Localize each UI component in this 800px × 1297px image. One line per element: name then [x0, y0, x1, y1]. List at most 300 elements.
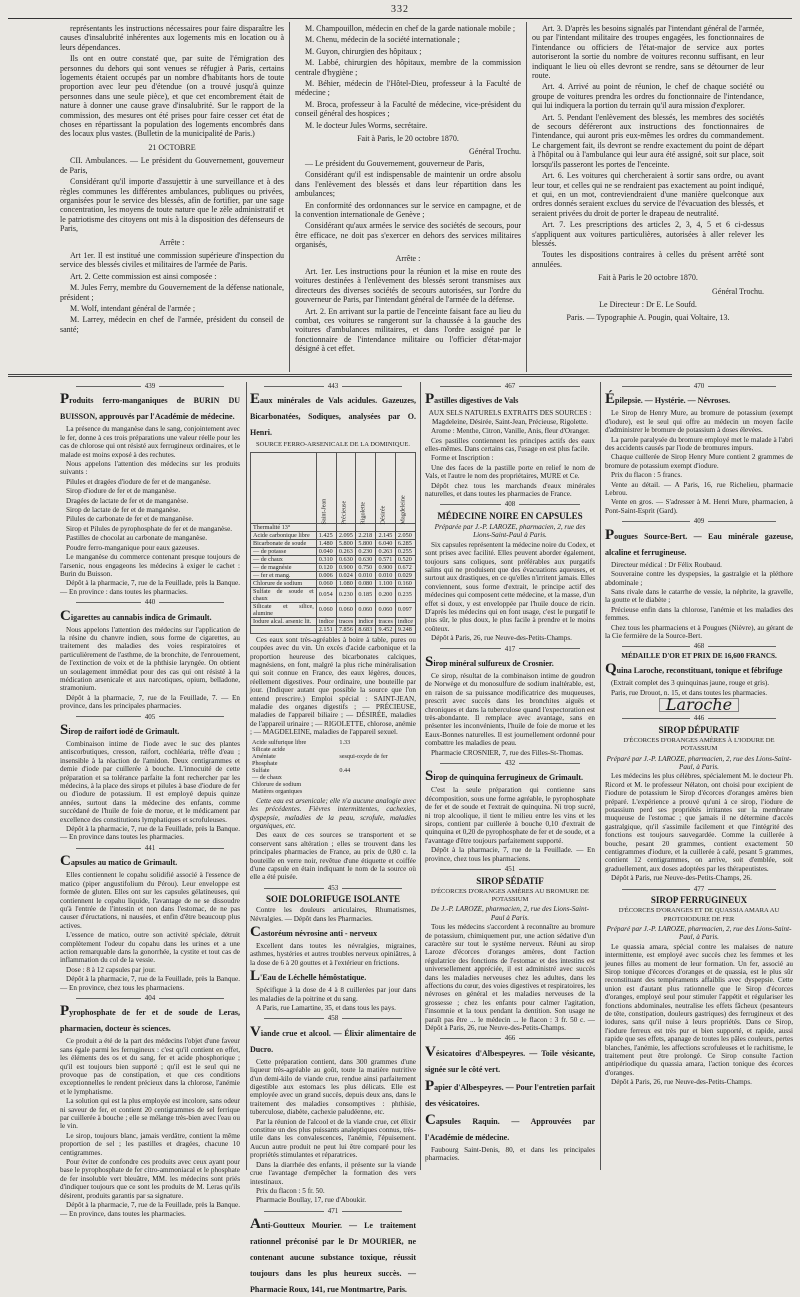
ad-title: [425, 1113, 595, 1145]
ad-paragraph: Nous appelons l'attention des médecins sur les produits suivants :: [60, 460, 240, 477]
ad-paragraph: Par la réunion de l'alcool et de la viande crue, cet élixir constitue un des plus puissants analeptiques connus, très-utile dans les convalescences, l'anémie, l'épuisement. Aucun autre produit ne peut lui être comparé pour les propriétés stimulantes et réparatrices.: [250, 1117, 416, 1160]
ad-title-initial: C: [60, 607, 71, 624]
table-row: [250, 767, 416, 774]
ad-title: [605, 528, 793, 560]
ad-paragraph: Ces eaux sont très-agréables à boire à table, pures ou coupées avec du vin. Un excès d'acide carbonique et la proportion heureuse des bicarbonates calciques, magnésiens, en font, malgré la plus riche minéralisation qui soit connue en France, des eaux légères, douces, réellement digestives. Pour ordinaire, une bouteille par jour. (Indiquer autant que possible la source que l'on entend prescrire.) Emploi spécial : SAINT-JEAN, maladie des organes digestifs ; — PRÉCIEUSE, maladies de l'appareil biliaire ; — DÉSIRÉE, maladies de l'appareil urinaire ; — RIGOLETTE, chlorose, anémie ; — MAGDELEINE, maladies de l'appareil sexuel.: [250, 635, 416, 737]
paragraph: Toutes les dispositions contraires à celles du présent arrêté sont annulées.: [532, 250, 764, 269]
table-row: [251, 602, 416, 617]
table-header-cell: [395, 452, 415, 523]
table-row: [251, 571, 416, 579]
table-cell: 0.185: [356, 587, 376, 602]
ad-title-text: uina Laroche, reconstituant, tonique et fébrifuge: [616, 666, 783, 676]
table-cell: 8.683: [356, 625, 376, 633]
paragraph: Art. 2. Cette commission est ainsi composée :: [70, 271, 217, 281]
table-cell: [395, 523, 415, 531]
table-header-row: [251, 452, 416, 523]
table-cell: [337, 774, 416, 781]
table-header-label: Désirée: [379, 505, 387, 525]
table-cell: [337, 781, 416, 788]
paragraph: Le Directeur : Dr E. Le Soufd.: [599, 299, 697, 309]
ad-paragraph: Arome : Menthe, Citron, Vanille, Anis, fleur d'Oranger.: [431, 427, 590, 436]
table-row: [251, 579, 416, 587]
ad-paragraph: La présence du manganèse dans le sang, conjointement avec le fer, donne à ces trois préparations une valeur réelle pour les cas de chlorose qui ont résisté aux ferrugineux ordinaires, et le malade est moins exposé à des rechutes.: [60, 425, 240, 459]
table-cell: Acide carbonique libre: [251, 531, 317, 539]
table-cell: 0.263: [336, 547, 355, 555]
table-cell: 0.120: [316, 563, 336, 571]
ad-number: 468: [605, 642, 793, 650]
paragraph: M. Wolf, intendant général de l'armée ;: [70, 303, 196, 313]
ad-paragraph: Poudre ferro-manganique pour eaux gazeuses.: [66, 543, 200, 552]
ad-paragraph: Dépôt à la pharmacie, 7, rue de la Feuillade, 7. — En province, dans les principales pharmacies.: [60, 693, 240, 711]
medal-line: MÉDAILLE D'OR ET PRIX DE 16,600 FRANCS.: [621, 651, 777, 660]
ad-paragraph: Dans la diarrhée des enfants, il présente sur la viande crue l'avantage d'empêcher la formation des vers intestinaux.: [250, 1160, 416, 1186]
table-header-label: Rigolette: [359, 501, 367, 525]
table-cell: 0.010: [356, 571, 376, 579]
table-cell: 0.230: [336, 587, 355, 602]
table-cell: 0.024: [336, 571, 355, 579]
ad-paragraph: Prix du flacon : 5 francs.: [611, 471, 683, 480]
ad-title-text: ésicatoires d'Albespeyres. — Toile vésicante, signée sur le côté vert.: [425, 1048, 595, 1074]
table-cell: Acide sulfurique libre: [252, 738, 307, 746]
table-cell: 2.145: [376, 531, 395, 539]
table-cell: [376, 523, 395, 531]
table-cell: Sulfate: [252, 766, 270, 774]
paragraph: représentants les instructions nécessaires pour faire disparaître les causes d'insalubrité inhérentes aux logements mis en location ou à leurs dépendances.: [60, 24, 284, 52]
ad-number: 417: [425, 645, 595, 653]
ad-paragraph: Pharmacie Boullay, 17, rue d'Aboukir.: [256, 1196, 367, 1205]
ad-number: 408: [425, 500, 595, 508]
table-cell: [251, 625, 317, 633]
ad-number: 466: [425, 1034, 595, 1042]
ad-title: [60, 392, 240, 424]
ad-paragraph: Dragées de lactate de fer et de manganèse.: [66, 496, 189, 505]
table-row: [251, 587, 416, 602]
ad-paragraph: Sirop et Pilules de pyrophosphate de fer et de manganèse.: [66, 524, 233, 533]
ad-title: [605, 392, 793, 408]
paragraph: Arrête :: [395, 253, 421, 263]
column-divider: [600, 382, 601, 1170]
paragraph: Arrête :: [159, 237, 185, 247]
table-cell: 0.040: [316, 547, 336, 555]
paragraph: Art. 1er. Les instructions pour la réunion et la mise en route des voitures destinées à l'enlèvement des blessés seront transmises aux directeurs des diverses sociétés de secours autorisées, sur l'ordre du gouverneur de Paris, par l'intendant général de l'armée de la défense.: [295, 266, 521, 305]
paragraph: Ils ont en outre constaté que, par suite de l'émigration des personnes du dehors qui sont venues se réfugier à Paris, certains logements étaient occupés par un nombre d'habitants hors de toute proportion avec leur peu d'étendue (on a trouvé jusqu'à quinze personnes dans une seule pièce), et que cet encombrement était de nature à donner une cause grave d'insalubrité. Sur le rapport de la commission, des mesures ont été prises pour faire cesser cet état de choses en répartissant la population des logements encombrés dans des locaux plus vastes. (Bulletin de la municipalité de Paris.): [60, 54, 284, 139]
ad-paragraph: Pastilles de chocolat au carbonate de manganèse.: [66, 534, 208, 543]
ad-subheading: D'ÉCORCES D'ORANGES AMÈRES AU BROMURE DE POTASSIUM: [431, 887, 589, 903]
table-cell: 0.44: [339, 766, 351, 774]
ad-title: [250, 969, 416, 985]
table-header-cell: [356, 452, 376, 523]
ad-paragraph: L'essence de matico, outre son activité spéciale, détruit complètement l'odeur du copahu dans les urines et a une action remarquable dans la gonorrhée, la cystite et tout cas de inflammation du col de la vessie.: [60, 931, 240, 965]
ad-title-initial: P: [605, 526, 615, 543]
ad-paragraph: Dépôt à la pharmacie, 7, rue de la Feuillade, près la Banque. — En province, chez tous les pharmaciens.: [60, 975, 240, 992]
ad-title: MÉDECINE NOIRE EN CAPSULES: [437, 510, 583, 521]
table-header-label: Magdeleine: [399, 495, 407, 525]
paragraph: Général Trochu.: [712, 286, 764, 296]
table-cell: 0.010: [376, 571, 395, 579]
ad-paragraph: Directeur médical : Dr Félix Roubaud.: [611, 560, 722, 569]
column-divider: [289, 22, 290, 372]
ad-paragraph: Six capsules représentent la médecine noire du Codex, et sont prises avec facilité. Elles peuvent aborder également, toujours sans coliques, sont préférables aux purgatifs salins qui ne produisent que des évacuations aqueuses, et surtout aux drastiques, en ce qu'elles n'irritent jamais. Elles conviennent, sous forme d'extrait, le principe actif des médecines qui composent cette médecine, et la masse, d'un effet si doux, y est enveloppée par l'huile douce de ricin. D'après les médecins qui en font usage, c'est le purgatif le plus sûr, le plus doux, le plus facile à prendre et le moins coûteux.: [425, 540, 595, 633]
table-row: [251, 555, 416, 563]
ad-paragraph: Forme et Inscription :: [431, 454, 494, 463]
ad-title-initial: C: [60, 853, 71, 870]
ad-number: 470: [605, 382, 793, 390]
ad-title: SOIE DOLORIFUGE ISOLANTE: [265, 894, 401, 905]
table-cell: 0.255: [395, 547, 415, 555]
table-cell: — de chaux: [251, 555, 317, 563]
ad-title-text: igarettes au cannabis indica de Grimault.: [70, 612, 212, 622]
paragraph: Considérant qu'aux armées le service des sociétés de secours, pour être efficace, ne doit pas s'exercer en dehors des services militaires organisés,: [295, 221, 521, 250]
table-cell: Bicarbonate de soude: [251, 539, 317, 547]
paragraph: Considérant qu'il importe d'assujettir à une surveillance et à des règles communes les différentes ambulances, publiques ou privées, organisées pour le service des blessés, afin de fortifier, par une sage concentration, les moyens de toute nature que le zèle administratif et le patriotisme des citoyens ont mis à la disposition des défenseurs de Paris,: [60, 177, 284, 234]
paragraph: Général Trochu.: [469, 147, 521, 157]
ad-paragraph: A Paris, rue Lamartine, 35, et dans tous les pays.: [256, 1004, 396, 1012]
table-cell: 0.160: [395, 579, 415, 587]
advertisement-column-1: [60, 380, 240, 1218]
advertisement-column-2: [250, 380, 416, 1295]
table-cell: — de potasse: [251, 547, 317, 555]
table-row: [251, 523, 416, 531]
ad-title-text: roduits ferro-manganiques de BURIN DU BUISSON, approuvés par l'Académie de médecine.: [60, 396, 240, 422]
ad-paragraph: Dépôt à la pharmacie, 7, rue de la Feuillade, près la Banque. — En province, dans toutes les pharmacies.: [60, 1201, 240, 1218]
ad-title: [250, 1025, 416, 1057]
paragraph: Art. 2. En arrivant sur la partie de l'enceinte faisant face au lieu du combat, ces voitures se rangeront sur la chaussée à la gauche des voitures d'ambulances militaires, et dans l'ordre assigné par le fonctionnaire de l'intendance militaire ou l'officier d'état-major désigné à cet effet.: [295, 306, 521, 354]
ad-paragraph: Dépôt à Paris, 26, rue Neuve-des-Petits-Champs.: [611, 1078, 752, 1087]
ad-title-text: apier d'Albespeyres. — Pour l'entretien parfait des vésicatoires.: [425, 1082, 595, 1108]
ad-title-initial: S: [425, 653, 434, 670]
table-header-cell: [336, 452, 355, 523]
table-cell: 0.235: [395, 587, 415, 602]
ad-title: [60, 1004, 240, 1036]
table-row: [250, 746, 416, 753]
ad-title: SIROP SÉDATIF: [476, 875, 544, 886]
ad-title-text: irop minéral sulfureux de Crosnier.: [433, 658, 554, 668]
ad-paragraph: La parole paralysée du bromure employé met le malade à l'abri des accidents causés par l'iode de bromures impurs.: [605, 435, 793, 453]
page-number: 332: [391, 4, 409, 15]
ad-paragraph: Contre les douleurs articulaires, Rhumatismes, Névralgies. — Dépôt dans les Pharmacies.: [250, 906, 416, 923]
signature-mark: Laroche: [659, 698, 739, 712]
mineral-analysis-table: [250, 452, 416, 634]
table-row: [251, 531, 416, 539]
table-cell: Sulfate de soude et chaux: [251, 587, 317, 602]
table-cell: 0.263: [376, 547, 395, 555]
column-divider: [526, 22, 527, 372]
ad-paragraph: Dépôt à Paris, 26, rue Neuve-des-Petits-Champs.: [431, 634, 572, 643]
ad-number: 451: [425, 865, 595, 873]
ad-title-text: iande crue et alcool. — Élixir alimentaire de Ducro.: [250, 1028, 416, 1054]
ad-paragraph: Ce sirop, résultat de la combinaison intime de goudron de Norwège et du monosulfure de sodium inaltérable, est, en raison de sa puissance modificatrice des muqueuses, prescrit avec succès dans les bronchites aiguës et chroniques et dans la tuberculose quand l'expectoration est très-abondante. Il remplace avec avantage, sans en présenter les inconvénients, l'huile de foie de morue et les Eaux-Bonnes naturelles. Il est journellement ordonné pour combattre les maladies de peau.: [425, 671, 595, 748]
table-cell: 0.060: [356, 602, 376, 617]
table-row: [250, 774, 416, 781]
ad-title: [425, 1045, 595, 1077]
advertisement-column-3: [425, 380, 595, 1172]
table-row: [250, 753, 416, 760]
ad-paragraph: La solution qui est la plus employée est incolore, sans odeur ni saveur de fer, et contient 20 centigrammes de sel ferrique par cuillerée à bouche ; elle se mélange très-bien avec l'eau ou le vin.: [60, 1097, 240, 1131]
ad-paragraph: Pilules de carbonate de fer et de manganèse.: [66, 515, 194, 524]
header-rule: [8, 18, 792, 19]
ad-title-initial: P: [425, 1077, 435, 1094]
ad-title-initial: C: [250, 923, 261, 940]
ad-title-initial: L: [250, 968, 261, 985]
paragraph: M. Larrey, médecin en chef de l'armée, président du conseil de santé;: [60, 315, 284, 334]
table-cell: Chlorure de sodium: [251, 579, 317, 587]
ad-byline: Préparé par J.-P. LAROZE, pharmacien, 2, rue des Lions-Saint-Paul, à Paris.: [606, 924, 792, 942]
ad-paragraph: Paris, rue Drouot, n. 15, et dans toutes les pharmacies.: [611, 688, 768, 697]
ad-title-initial: V: [250, 1023, 261, 1040]
paragraph: Paris. — Typographie A. Pougin, quai Voltaire, 13.: [566, 313, 730, 323]
ad-number: 458: [250, 1014, 416, 1022]
table-cell: 0.900: [376, 563, 395, 571]
ad-paragraph: Le manganèse du commerce contenant presque toujours de l'arsenic, nous engageons les médecins à exiger le cachet : Burin du Buisson.: [60, 553, 240, 578]
ad-number: 467: [425, 382, 595, 390]
table-cell: 9.452: [376, 625, 395, 633]
table-cell: 5.800: [336, 539, 355, 547]
dominique-table: [250, 739, 416, 795]
paragraph: Art. 3. D'après les besoins signalés par l'intendant général de l'armée, ou par l'intendant militaire des troupes engagées, les fonctionnaires de l'intendance ou officiers de l'état-major de service aux portes autoriseront la sortie du nombre de voitures reconnu suffisant, en leur indiquant le lieu où elles devront se rendre, sans se détourner de leur route.: [532, 24, 764, 81]
table-cell: 0.310: [316, 555, 336, 563]
ad-paragraph: Chez tous les pharmaciens et à Pougues (Nièvre), au gérant de la Cie fermière de la Source-Bert.: [605, 623, 793, 640]
ad-paragraph: Pour éviter de confondre ces produits avec ceux ayant pour base le pyrophosphate de fer citro-ammoniacal et le phosphate de fer insoluble vert bleuâtre, MM. les médecins sont priés d'indiquer toujours que ce sont les produits de M. Leras qu'ils désirent, produits garantis par sa signature.: [60, 1158, 240, 1200]
ad-title: [425, 769, 595, 785]
ad-title-text: irop de raifort iodé de Grimault.: [68, 727, 180, 736]
paragraph: 21 OCTOBRE: [148, 142, 196, 152]
ad-number: 453: [250, 884, 416, 892]
table-cell: Silicate acide: [252, 745, 286, 753]
table-cell: 0.060: [336, 602, 355, 617]
paragraph: En conformité des ordonnances sur le service en campagne, et de la convention internationale de Genève ;: [295, 200, 521, 219]
table-cell: 2.218: [356, 531, 376, 539]
paragraph: M. Béhier, médecin de l'Hôtel-Dieu, professeur à la Faculté de médecine ;: [295, 79, 521, 98]
signature: [605, 694, 793, 714]
paragraph: M. Broca, professeur à la Faculté de médecine, vice-président du conseil général des hospices ;: [295, 99, 521, 119]
ad-paragraph: Cette préparation contient, dans 300 grammes d'une liqueur très-agréable au goût, toute la matière nutritive d'un demi-kilo de viande crue, rendue ainsi parfaitement digestible aux estomacs les plus délicats. Elle est employée avec un grand succès, depuis deux ans, dans le traitement des maladies consomptives : phthisie, tuberculose, diabète, cachexie paludéenne, etc.: [250, 1057, 416, 1117]
ad-paragraph: Le Sirop de Henry Mure, au bromure de potassium (exempt d'iodure), est le seul qui offre au médecin un moyen facile d'administrer le bromure de potassium à doses élevées.: [605, 409, 793, 435]
paragraph: Art. 5. Pendant l'enlèvement des blessés, les membres des sociétés de secours déféreront aux instructions des fonctionnaires de l'intendance, qui auront pris eux-mêmes les ordres du commandement. Le chargement fait, ils devront se rendre exactement du point de départ à l'hôpital ou à l'ambulance qui leur aura été assigné, soit sur place, soit lorsqu'ils passeront les portes de l'enceinte.: [532, 112, 764, 169]
table-row: [251, 547, 416, 555]
ad-title: [60, 723, 240, 739]
ad-paragraph: Précieuse enfin dans la chlorose, l'anémie et les maladies des femmes.: [605, 605, 793, 623]
ad-title-text: 'Eau de Léchelle hémôstatique.: [260, 973, 367, 983]
ad-number: 405: [60, 713, 240, 721]
advertisement-column-4: [605, 380, 793, 1172]
ad-title-initial: P: [60, 1003, 70, 1020]
table-cell: 0.630: [336, 555, 355, 563]
paragraph: Fait à Paris, le 20 octobre 1870.: [357, 134, 459, 144]
table-cell: 9.248: [395, 625, 415, 633]
ad-paragraph: Tous les médecins s'accordent à reconnaître au bromure de potassium, chimiquement pur, une action sédative d'un caractère sur tout le système nerveux. Réuni au sirop Laroze d'écorces d'oranges amères, dont l'action régulatrice des fonctions de l'estomac et des intestins est universellement appréciée, il est administré avec succès dans les maladies nerveuses chez les adultes, dans les affections du cœur, des voies digestives et respiratoires, les névroses en général et les maladies nerveuses de la grossesse ; chez les enfants pour calmer l'agitation, l'insomnie et la toux pendant la dentition. Son usage ne paraît pas être ... le médecin ... le flacon : 3 fr. 50 c. — Dépôt à Paris, 26, rue Neuve-des-Petits-Champs.: [425, 923, 595, 1032]
table-cell: — fer et mang.: [251, 571, 317, 579]
ad-title-text: irop de quinquina ferrugineux de Grimault.: [433, 773, 583, 783]
ad-title-initial: Q: [605, 661, 617, 678]
ad-paragraph: Cette eau est arsenicale; elle n'a aucune analogie avec les précédentes. Fièvres intermittentes, cachexies, dyspepsie, maladies de la peau, scrofule, maladies organiques, etc.: [250, 796, 416, 830]
ad-paragraph: C'est la seule préparation qui contienne sans décomposition, sous une forme agréable, le pyrophosphate de fer et de soude et l'extrait de quinquina. Ni trop sucré, ni trop alcoolique, il tient le milieu entre les vins et les sirops, contient par cuillerée à bouche 0,10 d'extrait de quinquina et 0,20 de pyrophosphate de fer et de soude, et a l'avantage d'être toujours parfaitement supporté.: [425, 786, 595, 845]
ad-title-initial: E: [250, 391, 261, 408]
ad-paragraph: Faubourg Saint-Denis, 80, et dans les principales pharmacies.: [425, 1145, 595, 1163]
ad-number: 477: [605, 885, 793, 893]
ad-title-initial: V: [425, 1043, 436, 1060]
ad-title: SIROP DÉPURATIF: [658, 724, 740, 735]
table-cell: 0.006: [316, 571, 336, 579]
table-cell: indice: [356, 617, 376, 625]
ad-title-initial: P: [60, 391, 70, 408]
ad-number: 432: [425, 759, 595, 767]
ad-paragraph: Pilules et dragées d'iodure de fer et de manganèse.: [66, 477, 211, 486]
table-cell: 0.230: [356, 547, 376, 555]
paragraph: Art. 7. Les prescriptions des articles 2, 3, 4, 5 et 6 ci-dessus s'appliquent aux voitures particulières, autorisées à aller relever les blessés.: [532, 220, 764, 248]
ad-paragraph: Spécifique à la dose de 4 à 8 cuillerées par jour dans les maladies de la poitrine et du sang.: [250, 986, 416, 1003]
table-cell: 0.054: [316, 587, 336, 602]
table-header-cell: [316, 452, 336, 523]
paragraph: Fait à Paris le 20 octobre 1870.: [598, 273, 698, 283]
ad-title: [60, 609, 240, 625]
ad-number: 440: [60, 598, 240, 606]
ad-title: [425, 1079, 595, 1111]
paragraph: Art. 4. Arrivé au point de réunion, le chef de chaque société ou groupe de voitures prendra les ordres du fonctionnaire de l'intendance, qui lui indiquera la portion du terrain qu'il aura mission d'explorer.: [532, 82, 764, 111]
table-cell: 0.060: [316, 579, 336, 587]
table-cell: indice: [395, 617, 415, 625]
ad-paragraph: Excellent dans toutes les névralgies, migraines, asthmes, hystéries et autres troubles nerveux opiniâtres, à la dose de 6 à 20 gouttes et à l'extérieur en frictions.: [250, 941, 416, 967]
ad-paragraph: Ce produit a été de la part des médecins l'objet d'une faveur sans égale parmi les ferrugineux : c'est qu'il contient en effet, les éléments des os et du sang, fer et acide phosphorique ; qu'il est toujours bien supporté ; qu'il est le seul qui ne provoque pas de constipation, et que ces conditions exceptionnelles le rendent précieux dans la chlorose, l'anémie et le lymphatisme.: [60, 1037, 240, 1096]
table-cell: Iodure alcal. arsenic lit.: [251, 617, 317, 625]
ad-title-text: astilles digestives de Vals: [434, 396, 519, 406]
ad-title: [425, 392, 595, 408]
ad-subtitle: AUX SELS NATURELS EXTRAITS DES SOURCES : Magdeleine, Désirée, Saint-Jean, Précieuse, Rigolette.: [428, 409, 592, 426]
table-cell: [337, 746, 416, 753]
ad-title-text: apsules au matico de Grimault.: [70, 858, 178, 868]
table-cell: 0.750: [356, 563, 376, 571]
table-cell: Phosphate: [252, 759, 278, 767]
table-header-label: Saint-Jean: [320, 498, 328, 525]
ad-title: [60, 854, 240, 870]
table-cell: [337, 760, 416, 767]
ad-paragraph: Les médecins les plus célèbres, spécialement M. le docteur Ph. Ricord et M. le professeur Nélaton, ont choisi pour excipient de l'iodure de potassium le Sirop d'écorces d'oranges amères bien préparé. L'expérience a prouvé qu'uni à ce sirop, l'iodure de potassium perd ses propriétés irritantes sur la membrane muqueuse de l'estomac ; que jamais il ne détermine d'accès gastralgique, qu'il s'assimile facilement et que l'intégrité des fonctions est toujours sauvegardée. Comme la cuillerée à bouche, pesant 20 grammes, contient exactement 50 centigrammes d'iodure, et la cuillerée à café, pesant 5 grammes, contient 12 centigrammes, on arrive, soit d'emblée, soit graduellement, aux doses adoptées par les thérapeutistes.: [605, 772, 793, 873]
ad-title-initial: S: [60, 722, 69, 738]
table-cell: 2.151: [316, 625, 336, 633]
table-cell: 1.425: [316, 531, 336, 539]
table-row: [250, 760, 416, 767]
ad-title-initial: É: [605, 391, 616, 408]
table-cell: 0.080: [356, 579, 376, 587]
table-cell: 0.520: [395, 555, 415, 563]
paragraph: M. Jules Ferry, membre du Gouvernement de la défense nationale, président ;: [60, 283, 284, 302]
table-cell: 0.029: [395, 571, 415, 579]
ad-title: [250, 925, 416, 941]
table-row: [251, 563, 416, 571]
table-cell: 0.571: [376, 555, 395, 563]
ad-title: [605, 662, 793, 678]
table-cell: 5.800: [356, 539, 376, 547]
paragraph: Art 1er. Il est institué une commission supérieure d'inspection du service des blessés civiles et militaires de l'armée de Paris.: [60, 250, 284, 270]
ad-title-initial: A: [250, 1216, 261, 1233]
table-header-label: Précieuse: [340, 500, 348, 525]
ad-number: 471: [250, 1207, 416, 1215]
ad-paragraph: Ces pastilles contiennent les principes actifs des eaux elles-mêmes. Dans certains cas, l'usage en est plus facile.: [425, 436, 595, 454]
ad-subheading: D'ÉCORCES D'ORANGES ET DE QUASSIA AMARA AU PROTOIODURE DE FER: [618, 907, 780, 923]
ad-paragraph: Dépôt à la pharmacie, 7, rue de la Feuillade. — En province, chez tous les pharmaciens.: [425, 846, 595, 863]
table-cell: Silicate et silice, alumine: [251, 602, 317, 617]
ad-paragraph: Une des faces de la pastille porte en relief le nom de Vals, et l'autre le nom des propriétaires, MURE et Ce.: [425, 463, 595, 481]
ad-paragraph: Chaque cuillerée de Sirop Henry Mure contient 2 grammes de bromure de potassium exempt d'iodure.: [605, 453, 793, 470]
table-cell: Chlorure de sodium: [252, 780, 302, 788]
table-cell: 0.060: [316, 602, 336, 617]
ad-paragraph: Pharmacie CROSNIER, 7, rue des Filles-St-Thomas.: [431, 748, 584, 757]
table-cell: [316, 523, 336, 531]
ad-paragraph: Dose : 8 à 12 capsules par jour.: [66, 965, 156, 974]
ad-number: 409: [605, 517, 793, 525]
ad-title-text: ougues Source-Bert. — Eau minérale gazeuse, alcaline et ferrugineuse.: [605, 531, 793, 557]
table-cell: 0.200: [376, 587, 395, 602]
paragraph: M. Champouillon, médecin en chef de la garde nationale mobile ;: [305, 24, 516, 33]
table-cell: [336, 523, 355, 531]
table-row: [251, 539, 416, 547]
table-cell: 6.285: [395, 539, 415, 547]
table-row: [251, 617, 416, 625]
ad-title-text: pilepsie. — Hystérie. — Névroses.: [615, 396, 731, 406]
ad-paragraph: Vente au détail. — A Paris, 16, rue Richelieu, pharmacie Lebrou.: [605, 480, 793, 498]
table-cell: sesqui-oxyde de fer: [339, 752, 388, 760]
column-divider: [246, 382, 247, 1170]
table-row: [250, 781, 416, 788]
official-column-1: [60, 24, 284, 370]
table-cell: 7.856: [336, 625, 355, 633]
table-header-cell: [251, 452, 317, 523]
advertisement-section-rule: [8, 374, 792, 377]
official-column-2: [295, 24, 521, 370]
ad-number: 439: [60, 382, 240, 390]
table-cell: 1.480: [316, 539, 336, 547]
ad-title-initial: S: [425, 768, 434, 785]
ad-paragraph: Dépôt à Paris, rue Neuve-des-Petits-Champs, 26.: [611, 874, 752, 883]
ad-paragraph: Le sirop, toujours blanc, jamais verdâtre, contient la même proportion de sel ; les pastilles et dragées, chacune 10 centigrammes.: [60, 1131, 240, 1157]
ad-title: [250, 1217, 416, 1297]
table-cell: 0.060: [376, 602, 395, 617]
ad-title-text: astoréum névrosine anti - nerveux: [260, 928, 378, 938]
ad-title-text: nti-Goutteux Mourier. — Le traitement rationnel préconisé par le Dr MOURIER, ne contenant aucune substance toxique, réussit toujours dans les plus heureux succès. — Pharmacie Roux, 141, rue Montmartre, Paris.: [250, 1221, 416, 1295]
ad-paragraph: Dépôt chez tous les marchands d'eaux minérales naturelles, et dans toutes les pharmacies de France.: [425, 481, 595, 499]
table-cell: Thermalité 13°: [251, 523, 317, 531]
ad-subheading: SOURCE FERRO-ARSENICALE DE LA DOMINIQUE.: [255, 441, 411, 449]
ad-paragraph: Combinaison intime de l'iode avec le suc des plantes antiscorbutiques, cresson, raifort, cochléaria, trèfle d'eau ; insensible à la réaction de l'amidon. Deux centigrammes et demie d'iode par cuillerée à bouche. L'innocuité de cette préparation et sa tolérance parfaite la font rechercher par les médecins, à la place des sirops et pilules à base d'iodure de fer ou d'iodure de potassium. Il est employé depuis quinze années, surtout dans la médecine des enfants, comme succédané de l'huile de foie de morue, et le médicament par excellence des constitutions lymphatiques et scrofuleuses.: [60, 740, 240, 824]
table-cell: — de magnésie: [251, 563, 317, 571]
table-row: [250, 739, 416, 746]
ad-title: [250, 392, 416, 440]
ad-paragraph: (Extrait complet des 3 quinquinas jaune, rouge et gris).: [611, 679, 770, 688]
ad-title-text: apsules Raquin. — Approuvées par l'Académie de médecine.: [425, 1116, 595, 1142]
ad-paragraph: Dépôt à la pharmacie, 7, rue de la Feuillade, près la Banque. — En province : dans toutes les pharmacies.: [60, 579, 240, 596]
table-header-cell: [376, 452, 395, 523]
table-cell: Arséniate: [252, 752, 276, 760]
paragraph: CII. Ambulances. — Le président du Gouvernement, gouverneur de Paris,: [60, 156, 284, 175]
table-cell: traces: [336, 617, 355, 625]
ad-paragraph: Le quassia amara, spécial contre les malaises de nature intermittente, est employé avec succès chez les femmes et les jeunes filles au moment de leur formation. Un fer, associé au Sirop tonique d'écorces d'oranges et de quassia, est le plus sûr reconstituant des tempéraments affaiblis avec dyspepsie. Cette union est d'autant plus rationnelle que le Sirop d'écorces d'oranges, employé seul pour stimuler l'appétit et régulariser les fonctions abdominales, neutralise les effets fâcheux (pesanteurs de tête, constipation, douleurs gastriques) des ferrugineux et des iodures, sans qu'il nuise à leurs propriétés. Dans ce Sirop, l'iodure ferreux est très pur et bien supporté, et rapide, aussi rapide que ses effets, apanage de toutes les pâles couleurs, pertes blanches, l'anémie, les affections scrofuleuses et le rachitisme, le traitement peut être prolongé. Ce Sirop consulte l'action antipériodique du quassia amara, l'action tonique des écorces d'oranges.: [605, 942, 793, 1077]
ad-number: 441: [60, 844, 240, 852]
ad-title: [425, 655, 595, 671]
table-cell: indice: [316, 617, 336, 625]
table-cell: 2.095: [336, 531, 355, 539]
paragraph: M. Guyon, chirurgien des hôpitaux ;: [305, 46, 422, 56]
ad-byline: Préparée par J.-P. LAROZE, pharmacien, 2, rue des Lions-Saint-Paul à Paris.: [434, 522, 586, 540]
table-cell: 6.040: [376, 539, 395, 547]
table-cell: — de chaux: [252, 773, 282, 781]
official-column-3: [532, 24, 764, 370]
paragraph: Art. 6. Les voitures qui chercheraient à sortir sans ordre, ou avant leur tour, et celles qui ne se rendraient pas exactement au point indiqué, et qui, en un mot, contreviendraient d'une manière quelconque aux ordres donnés seraient exclues du service de l'évacuation des blessés, et seraient privées du droit de porter le drapeau de neutralité.: [532, 171, 764, 218]
table-cell: 1.33: [339, 738, 351, 746]
ad-title-text: aux minérales de Vals acidules. Gazeuzes, Bicarbonatées, Sodiques, analysées par O. Henri.: [250, 396, 416, 438]
table-row: [250, 788, 416, 795]
table-cell: [356, 523, 376, 531]
paragraph: Considérant qu'il est indispensable de maintenir un ordre absolu dans l'enlèvement des blessés et dans leur répartition dans les ambulances;: [295, 170, 521, 199]
ad-title-initial: C: [425, 1111, 436, 1128]
